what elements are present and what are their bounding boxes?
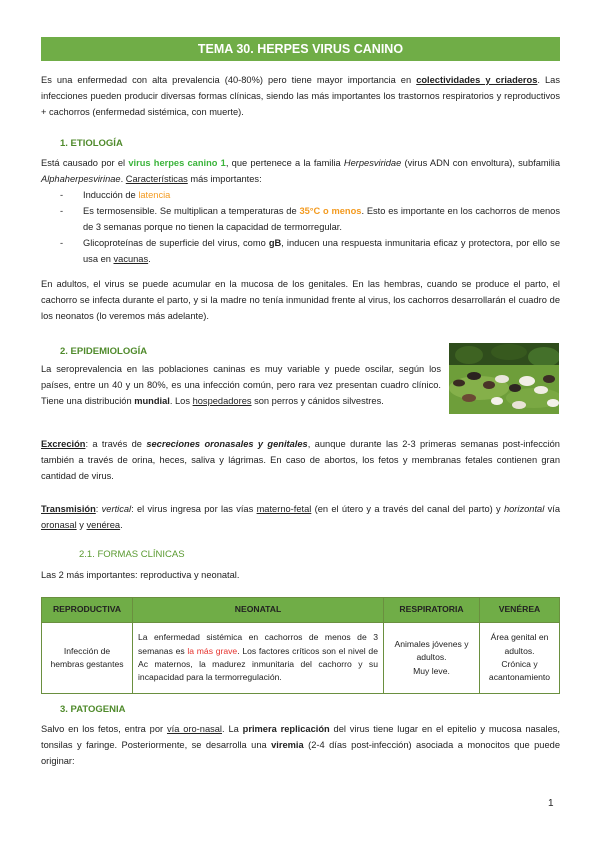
epidemiologia-paragraph: La seroprevalencia en las poblaciones caninas es muy variable y puede oscilar, según los países, entre un 40 y un 80%, es una infección común, pero rara vez presentan cuadro clínico. Tiene una distribución mundial. Los hospedadores son perros y cánidos silvestres. xyxy=(41,364,441,406)
table-header-row xyxy=(42,598,560,623)
list-item: - Es termosensible. Se multiplican a temperaturas de 35°C o menos. Esto es importante en los cachorros de menos de 3 semanas porque no tienen la capacidad de termorregular. xyxy=(60,204,560,236)
page-title: TEMA 30. HERPES VIRUS CANINO xyxy=(41,37,560,61)
table-cell-neonatal: La enfermedad sistémica en cachorros de menos de 3 semanas es la más grave. Los factores críticos son el nivel de Ac maternos, la madurez inmunitaria del cachorro y su incapacidad para la termorregulación. xyxy=(133,623,384,694)
list-item: - Inducción de latencia xyxy=(60,188,560,204)
intro-paragraph: Es una enfermedad con alta prevalencia (40-80%) pero tiene mayor importancia en colectividades y criaderos. Las infecciones pueden producir diversas formas clínicas, siendo las más importantes los trastornos respiratorios y reproductivos + cachorros (enfermedad sistémica, con muerte). xyxy=(41,75,561,117)
table-cell-reproductiva: Infección de hembras gestantes xyxy=(42,623,133,694)
page-number: 1 xyxy=(548,798,554,809)
table-header: RESPIRATORIA xyxy=(384,598,480,623)
heading-epidemiologia: 2. EPIDEMIOLOGÍA xyxy=(60,346,148,357)
formas-intro: Las 2 más importantes: reproductiva y neonatal. xyxy=(41,570,240,580)
table-header: REPRODUCTIVA xyxy=(42,598,133,623)
etiologia-paragraph-2: En adultos, el virus se puede acumular en la mucosa de los genitales. En las hembras, cuando se produce el parto, el cachorro se infecta durante el parto, y si la madre no tenía inmunidad frente al virus, los cachorros desarrollarán el cuadro de los neonatos (lo veremos más adelante). xyxy=(41,279,560,321)
table-row xyxy=(42,623,560,694)
table-cell-venerea: Área genital en adultos. Crónica y acantonamiento xyxy=(480,623,560,694)
list-item: - Glicoproteínas de superficie del virus, como gB, inducen una respuesta inmunitaria eficaz y protectora, por ello se usa en vacunas. xyxy=(60,236,560,268)
heading-patogenia: 3. PATOGENIA xyxy=(60,704,126,715)
patogenia-paragraph: Salvo en los fetos, entra por vía oro-nasal. La primera replicación del virus tiene lugar en el epitelio y mucosa nasales, tonsilas y faringe. Posteriormente, se desarrolla una viremia (2-4 días post-infección) asociada a monocitos que puede originar: xyxy=(41,724,560,766)
formas-clinicas-table xyxy=(41,597,560,694)
table-cell-respiratoria: Animales jóvenes y adultos. Muy leve. xyxy=(384,623,480,694)
etiologia-paragraph: Está causado por el virus herpes canino 1, que pertenece a la familia Herpesviridae (virus ADN con envoltura), subfamilia Alphaherpesvirinae. Características más importantes: xyxy=(41,158,560,184)
excrecion-paragraph: Excreción: a través de secreciones oronasales y genitales, aunque durante las 2-3 primeras semanas post-infección también a través de orina, heces, saliva y lágrimas. En caso de abortos, los fetos y membranas fetales contienen gran cantidad de virus. xyxy=(41,439,560,481)
transmision-paragraph: Transmisión: vertical: el virus ingresa por las vías materno-fetal (en el útero y a través del canal del parto) y horizontal vía oronasal y venérea. xyxy=(41,504,560,530)
heading-formas-clinicas: 2.1. FORMAS CLÍNICAS xyxy=(79,549,185,560)
table-header: VENÉREA xyxy=(480,598,560,623)
table-header: NEONATAL xyxy=(133,598,384,623)
etiologia-list xyxy=(60,188,560,268)
puppies-photo xyxy=(449,343,559,414)
heading-etiologia: 1. ETIOLOGÍA xyxy=(60,138,123,149)
